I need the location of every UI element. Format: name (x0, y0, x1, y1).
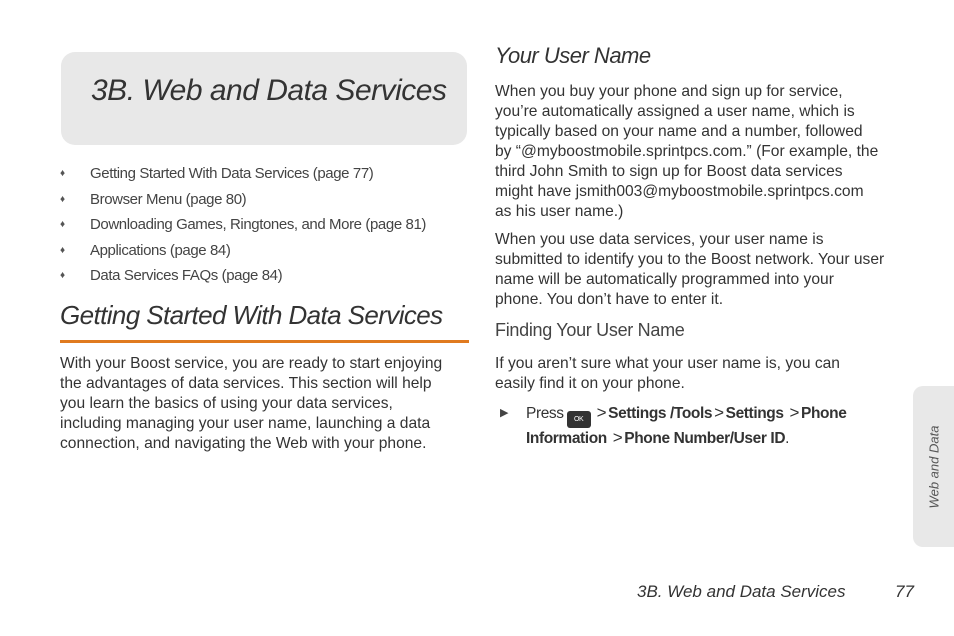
list-item[interactable] (60, 263, 470, 289)
chapter-side-tab (913, 386, 954, 547)
user-name-paragraph-1: When you buy your phone and sign up for service, you’re automatically assigned a user name, which is typically based on your name and a number, followed by “@myboostmobile.sprintpcs.com.” (For example, the third John Smith to sign up for Boost data services might have jsmith003@myboostmobile.sprintpcs.com as his user name.) (495, 83, 879, 220)
menu-path-settings-tools: Settings /Tools (608, 405, 713, 422)
menu-path-settings: Settings (725, 405, 784, 422)
menu-path-phone-information: Phone Information (526, 405, 847, 447)
toc-item-label: Downloading Games, Ringtones, and More (page 81) (90, 216, 427, 234)
list-item[interactable] (60, 187, 470, 213)
menu-separator: > (612, 428, 623, 447)
section-divider (60, 340, 469, 343)
press-label: Press (526, 405, 564, 422)
menu-separator: > (596, 403, 607, 422)
diamond-bullet-icon: ♦ (60, 193, 65, 205)
menu-separator: > (789, 403, 800, 422)
diamond-bullet-icon: ♦ (60, 219, 65, 231)
finding-user-name-heading: Finding Your User Name (495, 320, 685, 340)
user-name-paragraph-2: When you use data services, your user name is submitted to identify you to the Boost network. Your user name will be automatically programmed into your phone. You don’t have to enter it. (495, 231, 885, 308)
ok-key-icon: OK (567, 411, 591, 428)
footer-chapter-title: 3B. Web and Data Services (637, 582, 846, 601)
toc-item-label: Data Services FAQs (page 84) (90, 267, 283, 285)
toc-item-label: Applications (page 84) (90, 241, 231, 259)
finding-user-name-paragraph: If you aren’t sure what your user name is, you can easily find it on your phone. (495, 355, 840, 392)
menu-separator: > (714, 403, 724, 422)
chapter-title-box (61, 52, 467, 145)
diamond-bullet-icon: ♦ (60, 270, 65, 282)
list-item[interactable] (60, 161, 470, 187)
chapter-title: 3B. Web and Data Services (91, 74, 447, 107)
menu-path-phone-number-user-id: Phone Number/User ID (624, 430, 786, 447)
section-title: Getting Started With Data Services (60, 300, 443, 330)
section-intro-paragraph: With your Boost service, you are ready to start enjoying the advantages of data services. This section will help you learn the basics of using your data services, including managing your user name, launching a data connection, and navigating the Web with your phone. (60, 355, 443, 452)
chapter-contents-list (60, 161, 470, 289)
step-arrow-icon: ▶ (500, 407, 509, 419)
toc-item-label: Browser Menu (page 80) (90, 190, 247, 208)
diamond-bullet-icon: ♦ (60, 244, 65, 256)
user-name-heading: Your User Name (495, 43, 651, 68)
diamond-bullet-icon: ♦ (60, 168, 65, 180)
step-end-period: . (785, 430, 790, 447)
list-item[interactable] (60, 238, 470, 264)
list-item[interactable] (60, 212, 470, 238)
footer-page-number: 77 (895, 582, 914, 601)
toc-item-label: Getting Started With Data Services (page 77) (90, 165, 374, 183)
instruction-step (500, 403, 910, 449)
side-tab-label: Web and Data (926, 425, 941, 508)
